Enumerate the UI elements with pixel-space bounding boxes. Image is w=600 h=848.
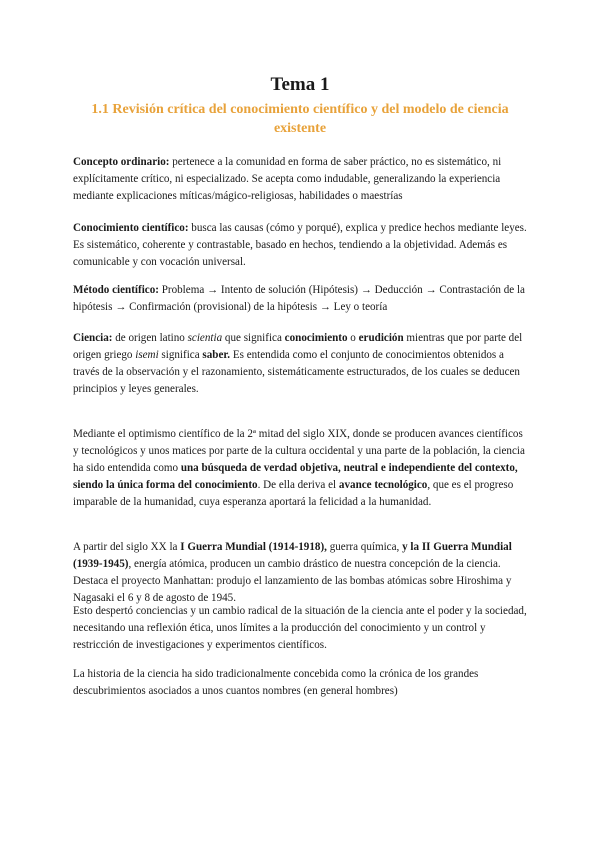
bold-phrase: y la II Guerra Mundial (1939-1945) — [73, 541, 512, 570]
term-label: Método científico: — [73, 284, 159, 296]
paragraph-text: significa — [158, 349, 203, 361]
bold-phrase: una búsqueda de verdad objetiva, neutral e independiente del contexto, siendo la única forma del conocimiento — [73, 462, 518, 491]
paragraph-text: guerra química, — [326, 541, 403, 553]
paragraph-ciencia — [73, 330, 528, 398]
paragraph-conocimiento-cientifico — [73, 220, 528, 271]
paragraph-conciencias — [73, 603, 528, 654]
paragraph-text: Problema → Intento de solución (Hipótesis) → Deducción → Contrastación de la hipótesis → Confirmación (provisional) de la hipótesis → Ley o teoría — [73, 284, 525, 313]
paragraph-text: de origen latino — [112, 332, 188, 344]
paragraph-text: A partir del siglo XX la — [73, 541, 181, 553]
paragraph-text: que significa — [222, 332, 285, 344]
paragraph-text: . De ella deriva el — [257, 479, 339, 491]
latin-term: scientia — [187, 332, 223, 344]
paragraph-text: mientras que por parte del origen griego — [73, 332, 523, 361]
paragraph-text: , energía atómica, producen un cambio drástico de nuestra concepción de la ciencia. Destaca el proyecto Manhattan: produjo el lanzamiento de las bombas atómicas sobre Hiroshima y Nagasaki el 6 y 8 de agosto de 1945. — [73, 558, 512, 604]
page-title: Tema 1 — [270, 74, 330, 95]
bold-term: conocimiento — [284, 332, 348, 344]
paragraph-optimismo-cientifico — [73, 426, 528, 511]
term-label: Conocimiento científico: — [73, 222, 189, 234]
paragraph-concepto-ordinario — [73, 154, 528, 205]
greek-term: isemi — [135, 349, 159, 361]
paragraph-guerras-mundiales — [73, 539, 528, 607]
paragraph-text: La historia de la ciencia ha sido tradicionalmente concebida como la crónica de los grandes descubrimientos asociados a unos cuantos nombres (en general hombres) — [73, 668, 479, 697]
term-label: Ciencia: — [73, 332, 113, 344]
paragraph-text: Esto despertó conciencias y un cambio radical de la situación de la ciencia ante el poder y la sociedad, necesitando una reflexión ética, unos límites a la producción del conocimiento y un control y restricción de investigaciones y experimentos científicos. — [73, 605, 527, 651]
paragraph-metodo-cientifico — [73, 282, 528, 316]
section-subtitle: 1.1 Revisión crítica del conocimiento científico y del modelo de ciencia existente — [91, 102, 509, 136]
paragraph-text: o — [347, 332, 359, 344]
paragraph-text: Es entendida como el conjunto de conocimientos obtenidos a través de la observación y el razonamiento, sistemáticamente estructurados, de los cuales se deducen principios y leyes generales. — [73, 349, 520, 395]
bold-term: erudición — [358, 332, 404, 344]
bold-phrase: avance tecnológico — [338, 479, 428, 491]
paragraph-historia-ciencia — [73, 666, 528, 700]
bold-term: saber. — [202, 349, 231, 361]
term-label: Concepto ordinario: — [73, 156, 170, 168]
bold-phrase: I Guerra Mundial (1914-1918), — [180, 541, 327, 553]
paragraph-text: Mediante el optimismo científico de la 2ª mitad del siglo XIX, donde se producen avances científicos y tecnológicos y unos matices por parte de la cultura occidental y una parte de la población, la ciencia ha sido entendida como — [73, 428, 525, 474]
paragraph-text: , que es el progreso imparable de la humanidad, cuya esperanza aportará la felicidad a la humanidad. — [73, 479, 514, 508]
paragraph-text: pertenece a la comunidad en forma de saber práctico, no es sistemático, ni explícitamente crítico, ni especializado. Se acepta como indudable, generalizando la experiencia mediante explicaciones míticas/mágico-religiosas, habilidades o maestrías — [73, 156, 502, 202]
paragraph-text: busca las causas (cómo y porqué), explica y predice hechos mediante leyes. Es sistemático, coherente y contrastable, basado en hechos, tendiendo a la objetividad. Además es comunicable y con vocación universal. — [73, 222, 527, 268]
